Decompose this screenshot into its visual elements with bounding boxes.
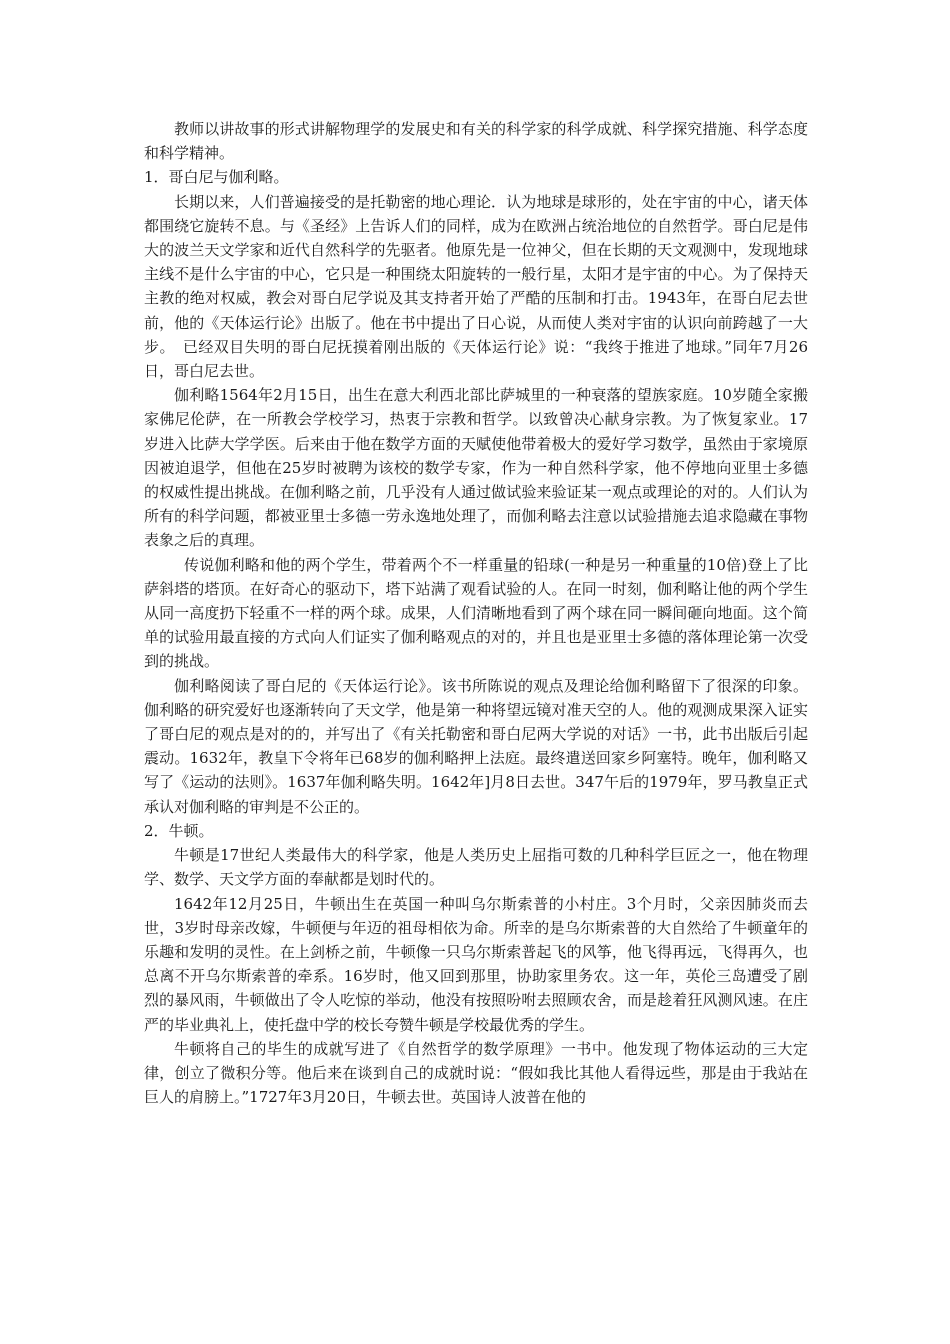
paragraph-galileo-astronomy: 伽利略阅读了哥白尼的《天体运行论》。该书所陈说的观点及理论给伽利略留下了很深的印象。伽利略的研究爱好也逐渐转向了天文学，他是第一种将望远镜对准天空的人。他的观测成果深入证实了哥白尼的观点是对的的，并写出了《有关托勒密和哥白尼两大学说的对话》一书，此书出版后引起震动。1632年，教皇下令将年已68岁的伽利略押上法庭。最终遣送回家乡阿塞特。晚年，伽利略又写了《运动的法则》。1637年伽利略失明。1642年]月8日去世。347午后的1979年，罗马教皇正式承认对伽利略的审判是不公正的。 (144, 676, 808, 816)
section-heading-newton: 2．牛顿。 (144, 821, 214, 840)
intro-paragraph: 教师以讲故事的形式讲解物理学的发展史和有关的科学家的科学成就、科学探究措施、科学态度和科学精神。 (144, 120, 808, 163)
section-heading-copernicus-galileo: 1．哥白尼与伽利略。 (144, 168, 289, 187)
paragraph-newton-intro: 牛顿是17世纪人类最伟大的科学家，他是人类历史上屈指可数的几种科学巨匠之一，他在物理学、数学、天文学方面的奉献都是划时代的。 (144, 846, 808, 889)
paragraph-newton-childhood: 1642年12月25日，牛顿出生在英国一种叫乌尔斯索普的小村庄。3个月时，父亲因肺炎而去世，3岁时母亲改嫁，牛顿便与年迈的祖母相依为命。所幸的是乌尔斯索普的大自然给了牛顿童年的乐趣和发明的灵性。在上剑桥之前，牛顿像一只乌尔斯索普起飞的风筝，他飞得再远，飞得再久，也总离不开乌尔斯索普的牵系。16岁时，他又回到那里，协助家里务农。这一年，英伦三岛遭受了剧烈的暴风雨，牛顿做出了令人吃惊的举动，他没有按照吩咐去照顾农舍，而是趁着狂风测风速。在庄严的毕业典礼上，使托盘中学的校长夸赞牛顿是学校最优秀的学生。 (144, 894, 808, 1034)
paragraph-galileo-bio: 伽利略1564年2月15日，出生在意大利西北部比萨城里的一种衰落的望族家庭。10岁随全家搬家佛尼伦萨，在一所教会学校学习，热衷于宗教和哲学。以致曾决心献身宗教。为了恢复家业。17岁进入比萨大学学医。后来由于他在数学方面的天赋使他带着极大的爱好学习数学，虽然由于家境原因被迫退学，但他在25岁时被聘为该校的数学专家，作为一种自然科学家，他不停地向亚里士多德的权威性提出挑战。在伽利略之前，几乎没有人通过做试验来验证某一观点或理论的对的。人们认为所有的科学问题，都被亚里士多德一劳永逸地处理了，而伽利略去注意以试验措施去追求隐藏在事物表象之后的真理。 (144, 386, 808, 550)
document-page (144, 117, 808, 1109)
paragraph-copernicus: 长期以来，人们普遍接受的是托勒密的地心理论．认为地球是球形的，处在宇宙的中心，诸天体都围绕它旋转不息。与《圣经》上告诉人们的同样，成为在欧洲占统治地位的自然哲学。哥白尼是伟大的波兰天文学家和近代自然科学的先驱者。他原先是一位神父，但在长期的天文观测中，发现地球主线不是什么宇宙的中心，它只是一种围绕太阳旋转的一般行星，太阳才是宇宙的中心。为了保持天主教的绝对权威，教会对哥白尼学说及其支持者开始了严酷的压制和打击。1943年，在哥白尼去世前，他的《天体运行论》出版了。他在书中提出了日心说，从而使人类对宇宙的认识向前跨越了一大步。 已经双目失明的哥白尼抚摸着刚出版的《天体运行论》说：“我终于推进了地球。”同年7月26日，哥白尼去世。 (144, 192, 808, 381)
paragraph-leaning-tower: 传说伽利略和他的两个学生，带着两个不一样重量的铅球(一种是另一种重量的10倍)登上了比萨斜塔的塔顶。在好奇心的驱动下，塔下站满了观看试验的人。在同一时刻，伽利略让他的两个学生从同一高度扔下轻重不一样的两个球。成果，人们清晰地看到了两个球在同一瞬间砸向地面。这个简单的试验用最直接的方式向人们证实了伽利略观点的对的，并且也是亚里士多德的落体理论第一次受到的挑战。 (144, 555, 808, 671)
paragraph-newton-achievements: 牛顿将自己的毕生的成就写进了《自然哲学的数学原理》一书中。他发现了物体运动的三大定律，创立了微积分等。他后来在谈到自己的成就时说：“假如我比其他人看得远些，那是由于我站在巨人的肩膀上。”1727年3月20日，牛顿去世。英国诗人波普在他的 (144, 1039, 808, 1107)
